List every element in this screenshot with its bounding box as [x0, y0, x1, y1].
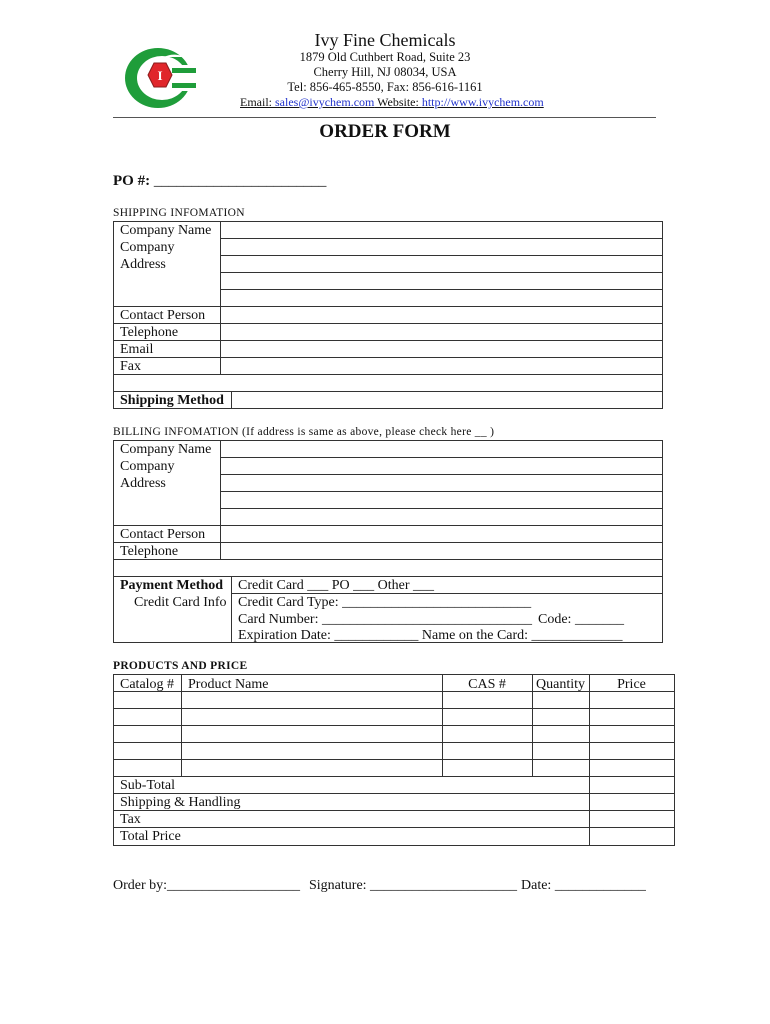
table-row[interactable] — [114, 692, 674, 708]
table-row[interactable] — [114, 760, 674, 776]
billing-address-input-2[interactable] — [221, 475, 662, 491]
email-website-line — [240, 95, 544, 110]
header-divider — [113, 117, 656, 118]
billing-address-input-3[interactable] — [221, 492, 662, 508]
col-header-cas: CAS # — [468, 677, 506, 692]
shipping-telephone-label: Telephone — [120, 325, 179, 340]
shipping-address-input-3[interactable] — [221, 273, 662, 289]
shipping-contact-person-input[interactable] — [221, 307, 662, 323]
shipping-company-name-label: Company Name — [120, 223, 212, 238]
billing-company-address-label: Company — [120, 459, 175, 474]
row-line — [114, 559, 662, 560]
billing-company-name-input[interactable] — [221, 441, 662, 457]
billing-telephone-input[interactable] — [221, 543, 662, 559]
logo-letter: I — [157, 68, 163, 83]
billing-address-input-4[interactable] — [221, 509, 662, 525]
total-price-input[interactable] — [590, 828, 674, 844]
phone-fax-line: Tel: 856-465-8550, Fax: 856-616-1161 — [287, 80, 483, 94]
subtotal-label: Sub-Total — [120, 778, 176, 793]
shipping-address-input-1[interactable] — [221, 239, 662, 255]
po-label: PO #: — [113, 173, 154, 189]
card-number-field[interactable]: Card Number: ______________________________ — [238, 612, 532, 627]
subtotal-input[interactable] — [590, 777, 674, 793]
website-link[interactable]: http://www.ivychem.com — [421, 95, 544, 109]
shipping-table — [113, 221, 663, 409]
address-line-1: 1879 Old Cuthbert Road, Suite 23 — [299, 50, 471, 64]
payment-method-label: Payment Method — [120, 578, 224, 593]
shipping-address-input-2[interactable] — [221, 256, 662, 272]
shipping-handling-input[interactable] — [590, 794, 674, 810]
table-row[interactable] — [114, 743, 674, 759]
website-label: Website: — [374, 95, 422, 109]
form-title: ORDER FORM — [319, 121, 451, 142]
billing-company-name-label: Company Name — [120, 442, 212, 457]
shipping-address-input-4[interactable] — [221, 290, 662, 306]
shipping-method-input[interactable] — [232, 392, 662, 408]
billing-address-input-1[interactable] — [221, 458, 662, 474]
company-logo — [124, 45, 198, 111]
products-section-title: PRODUCTS AND PRICE — [113, 660, 248, 672]
card-code-field[interactable]: Code: _______ — [538, 612, 624, 627]
shipping-method-label: Shipping Method — [120, 393, 224, 408]
billing-contact-person-label: Contact Person — [120, 527, 206, 542]
company-name: Ivy Fine Chemicals — [314, 30, 456, 50]
shipping-company-address-label-2: Address — [120, 257, 166, 272]
credit-card-info-label: Credit Card Info — [134, 595, 227, 610]
email-link[interactable]: sales@ivychem.com — [275, 95, 375, 109]
col-header-product-name: Product Name — [188, 677, 269, 692]
total-price-label: Total Price — [120, 829, 181, 844]
po-blank[interactable]: _______________________ — [153, 173, 327, 189]
shipping-company-address-label: Company — [120, 240, 175, 255]
expiration-name-field[interactable]: Expiration Date: ____________ Name on the Card: _____________ — [238, 628, 623, 643]
products-table — [113, 674, 675, 846]
table-row[interactable] — [114, 709, 674, 725]
tax-input[interactable] — [590, 811, 674, 827]
email-label: Email: — [240, 95, 275, 109]
shipping-contact-person-label: Contact Person — [120, 308, 206, 323]
billing-contact-person-input[interactable] — [221, 526, 662, 542]
payment-divider — [231, 576, 232, 642]
table-row[interactable] — [114, 726, 674, 742]
shipping-handling-label: Shipping & Handling — [120, 795, 241, 810]
row-line — [114, 374, 662, 375]
signature-field[interactable]: Signature: _____________________ — [309, 878, 518, 893]
address-line-2: Cherry Hill, NJ 08034, USA — [313, 65, 457, 79]
col-header-price: Price — [617, 677, 646, 692]
col-header-quantity: Quantity — [536, 677, 585, 692]
col-header-catalog: Catalog # — [120, 677, 175, 692]
billing-company-address-label-2: Address — [120, 476, 166, 491]
payment-method-options[interactable]: Credit Card ___ PO ___ Other ___ — [238, 578, 434, 593]
shipping-fax-label: Fax — [120, 359, 141, 374]
billing-telephone-label: Telephone — [120, 544, 179, 559]
shipping-fax-input[interactable] — [221, 358, 662, 374]
shipping-email-label: Email — [120, 342, 154, 357]
shipping-email-input[interactable] — [221, 341, 662, 357]
billing-section-title: BILLING INFOMATION (If address is same as above, please check here __ ) — [113, 426, 495, 438]
shipping-telephone-input[interactable] — [221, 324, 662, 340]
po-number-field[interactable] — [113, 173, 326, 190]
shipping-section-title: SHIPPING INFOMATION — [113, 207, 245, 219]
tax-label: Tax — [120, 812, 141, 827]
date-field[interactable]: Date: _____________ — [521, 878, 646, 893]
billing-table — [113, 440, 663, 643]
shipping-company-name-input[interactable] — [221, 222, 662, 238]
order-by-field[interactable]: Order by:___________________ — [113, 878, 301, 893]
credit-card-type-field[interactable]: Credit Card Type: ___________________________ — [238, 595, 532, 610]
